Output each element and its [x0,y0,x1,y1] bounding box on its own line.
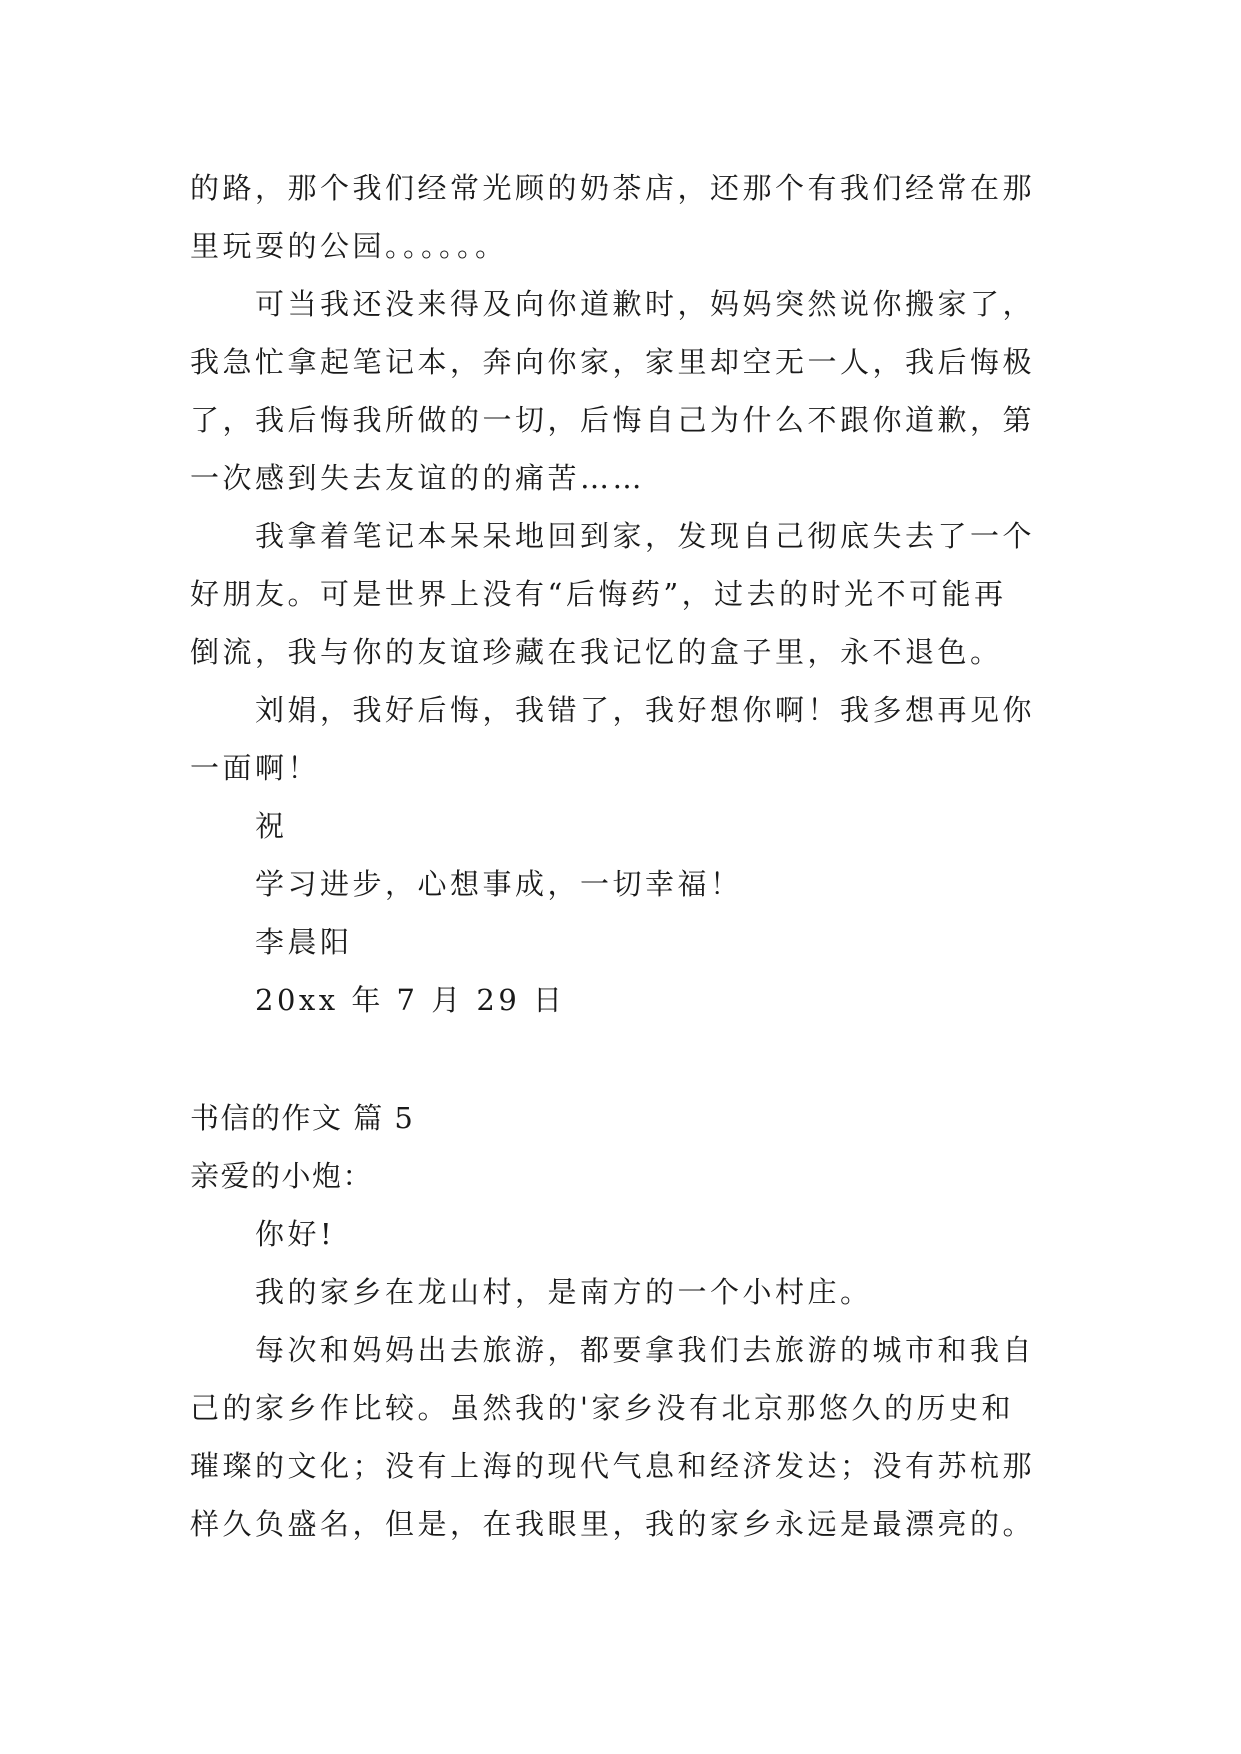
letter-greeting: 亲爱的小炮： [190,1159,374,1193]
paragraph-line: 刘娟，我好后悔，我错了，我好想你啊！我多想再见你 [255,693,1036,727]
closing-salutation: 祝 [255,809,288,843]
signature-name: 李晨阳 [255,925,353,959]
paragraph-line: 己的家乡作比较。虽然我的'家乡没有北京那悠久的历史和 [190,1391,1014,1425]
closing-wish: 学习进步，心想事成，一切幸福！ [255,867,743,901]
paragraph-line: 好朋友。可是世界上没有“后悔药”，过去的时光不可能再 [190,577,1007,611]
paragraph-line: 一次感到失去友谊的的痛苦…… [190,461,646,495]
paragraph-line: 倒流，我与你的友谊珍藏在我记忆的盒子里，永不退色。 [190,635,1003,669]
paragraph-line: 我急忙拿起笔记本，奔向你家，家里却空无一人，我后悔极 [190,345,1036,379]
paragraph-line: 我拿着笔记本呆呆地回到家，发现自己彻底失去了一个 [255,519,1036,553]
section-heading: 书信的作文 篇 5 [190,1101,415,1135]
paragraph-line: 了，我后悔我所做的一切，后悔自己为什么不跟你道歉，第 [190,403,1036,437]
letter-hello: 你好! [255,1217,336,1251]
paragraph-line: 的路，那个我们经常光顾的奶茶店，还那个有我们经常在那 [190,171,1036,205]
paragraph-line: 我的家乡在龙山村，是南方的一个小村庄。 [255,1275,873,1309]
paragraph-line: 里玩耍的公园。。。。。。 [190,229,508,263]
signature-date: 20xx 年 7 月 29 日 [255,983,566,1017]
paragraph-line: 璀璨的文化；没有上海的现代气息和经济发达；没有苏杭那 [190,1449,1036,1483]
paragraph-line: 样久负盛名，但是，在我眼里，我的家乡永远是最漂亮的。 [190,1507,1036,1541]
paragraph-line: 每次和妈妈出去旅游，都要拿我们去旅游的城市和我自 [255,1333,1036,1367]
paragraph-line: 一面啊！ [190,751,321,785]
paragraph-line: 可当我还没来得及向你道歉时，妈妈突然说你搬家了， [255,287,1036,321]
